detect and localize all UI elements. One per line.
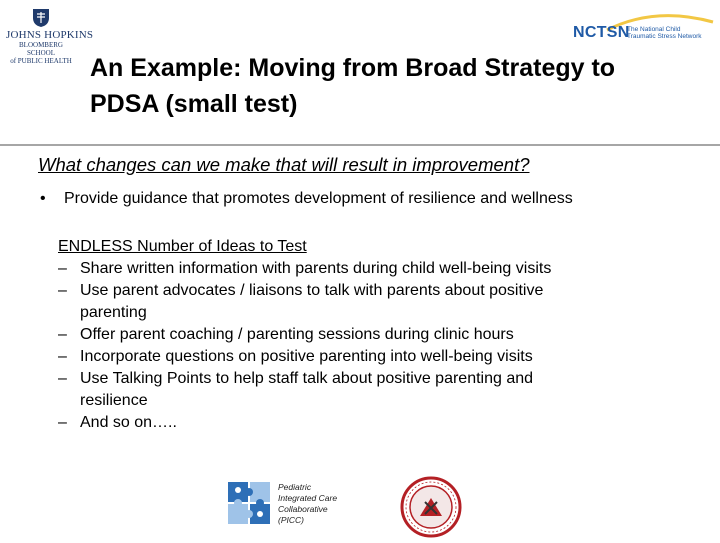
jhu-sub-line-1: BLOOMBERG SCHOOL (19, 41, 63, 57)
nctsn-tagline-line-2: Traumatic Stress Network (627, 33, 702, 40)
seal-icon (400, 476, 462, 538)
primary-bullet-text: Provide guidance that promotes development of resilience and wellness (64, 190, 573, 207)
bullet-marker: • (40, 190, 46, 207)
nctsn-tagline (627, 26, 717, 40)
idea-text-continued: resilience (80, 392, 148, 409)
idea-text: Share written information with parents during child well-being visits (80, 260, 552, 277)
list-item: – And so on….. (58, 412, 680, 434)
list-item: – Use parent advocates / liaisons to talk with parents about positive parenting (58, 280, 680, 324)
johns-hopkins-logo (6, 8, 94, 66)
primary-bullet (40, 190, 573, 208)
picc-logo (226, 476, 356, 532)
guiding-question: What changes can we make that will result in improvement? (38, 154, 530, 175)
idea-text: And so on….. (80, 414, 177, 431)
picc-text (278, 482, 337, 526)
nctsn-tagline-line-1: The National Child (627, 26, 681, 33)
picc-line-2: Integrated Care (278, 493, 338, 503)
list-item: – Share written information with parents during child well-being visits (58, 258, 680, 280)
picc-line-1: Pediatric (278, 482, 312, 492)
idea-text: Use parent advocates / liaisons to talk with parents about positive (80, 282, 544, 299)
nctsn-logo (565, 12, 715, 52)
idea-text: Use Talking Points to help staff talk about positive parenting and (80, 370, 534, 387)
slide-title-line-2: PDSA (small test) (90, 90, 298, 118)
jhu-shield-icon (32, 8, 50, 28)
ideas-list (58, 236, 680, 434)
nctsn-name: NCTSN (573, 24, 630, 41)
picc-line-3: Collaborative (278, 504, 328, 514)
jhu-name: JOHNS HOPKINS (6, 29, 94, 41)
ideas-heading: ENDLESS Number of Ideas to Test (58, 238, 307, 255)
title-divider (0, 144, 720, 146)
slide-title (90, 50, 700, 122)
jhu-sub-line-2: of PUBLIC HEALTH (10, 57, 72, 65)
picc-line-4: (PICC) (278, 515, 304, 525)
list-item: – Offer parent coaching / parenting sessions during clinic hours (58, 324, 680, 346)
puzzle-icon (226, 476, 272, 526)
list-item: – Incorporate questions on positive parenting into well-being visits (58, 346, 680, 368)
idea-text: Offer parent coaching / parenting sessions during clinic hours (80, 326, 514, 343)
idea-text: Incorporate questions on positive parenting into well-being visits (80, 348, 533, 365)
idea-text-continued: parenting (80, 304, 147, 321)
list-item: – Use Talking Points to help staff talk about positive parenting and resilience (58, 368, 680, 412)
slide-title-line-1: An Example: Moving from Broad Strategy to (90, 54, 616, 82)
seal-logo (400, 476, 462, 538)
